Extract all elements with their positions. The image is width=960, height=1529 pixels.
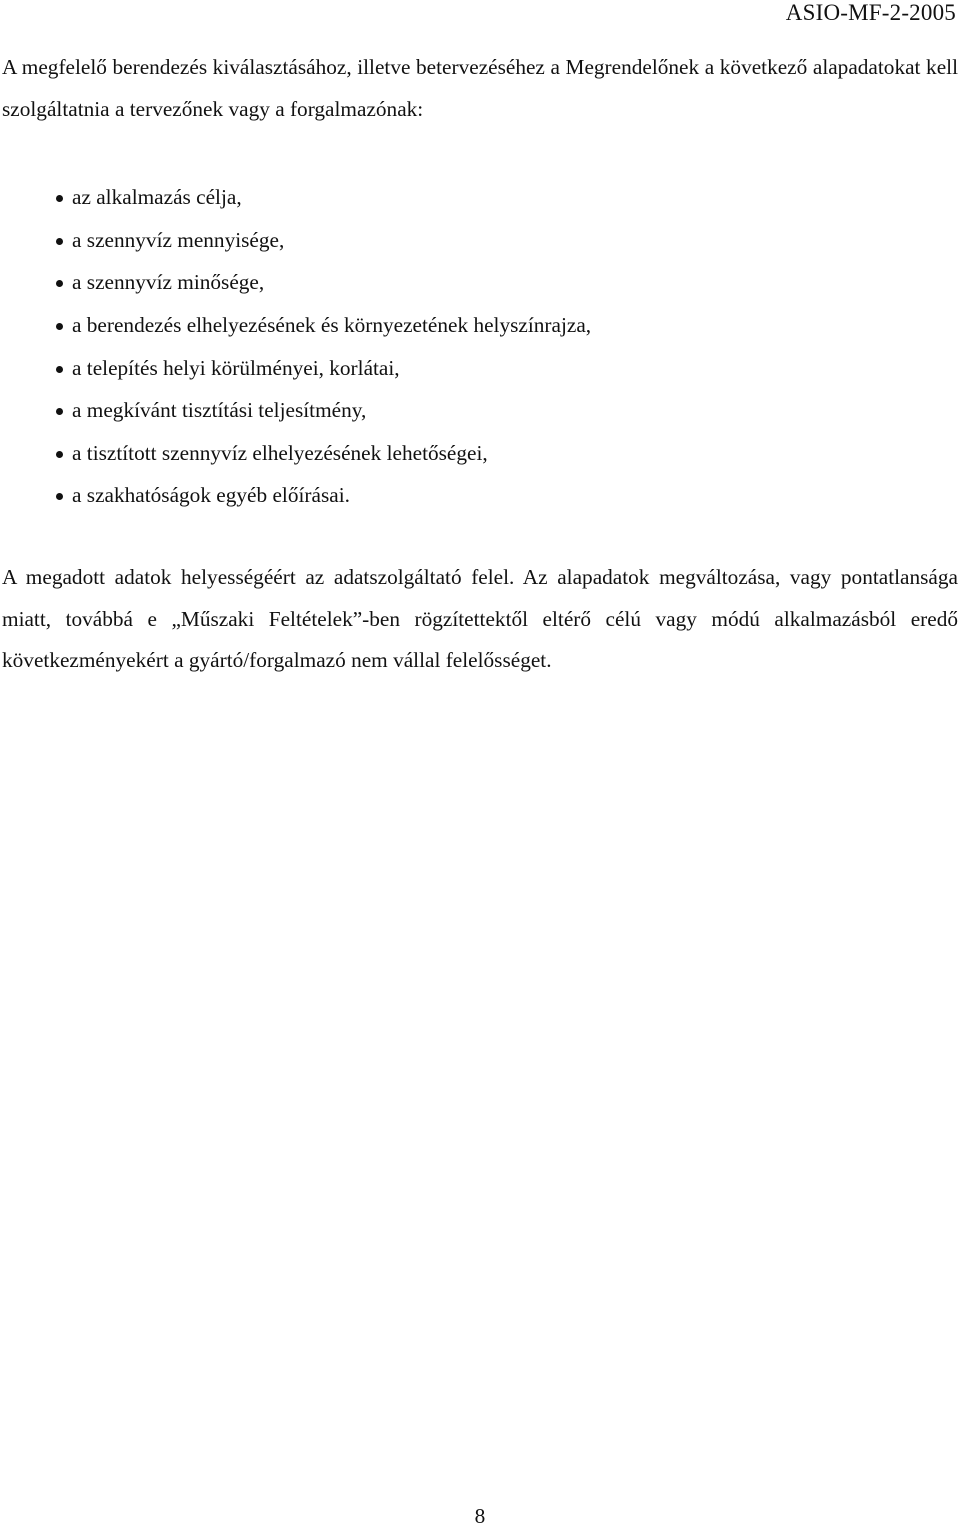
list-item-text: a megkívánt tisztítási teljesítmény, [72, 398, 367, 423]
list-item-text: a telepítés helyi körülményei, korlátai, [72, 355, 400, 380]
bullet-icon [56, 280, 63, 287]
list-item [56, 474, 591, 517]
bullet-icon [56, 493, 63, 500]
list-item-text: a szennyvíz mennyisége, [72, 227, 285, 252]
intro-paragraph: A megfelelő berendezés kiválasztásához, illetve betervezéséhez a Megrendelőnek a következő alapadatokat kell szolgáltatnia a tervezőnek vagy a forgalmazónak: [2, 55, 958, 121]
bullet-icon [56, 195, 63, 202]
list-item-text: a tisztított szennyvíz elhelyezésének lehetőségei, [72, 440, 488, 465]
list-item [56, 346, 591, 389]
bullet-icon [56, 366, 63, 373]
list-item [56, 176, 591, 219]
bullet-icon [56, 238, 63, 245]
list-item [56, 304, 591, 347]
list-item-text: a szennyvíz minősége, [72, 270, 265, 295]
requirements-list [56, 176, 591, 517]
list-item-text: a szakhatóságok egyéb előírásai. [72, 483, 350, 508]
bullet-icon [56, 408, 63, 415]
bullet-icon [56, 323, 63, 330]
list-item-text: a berendezés elhelyezésének és környezetének helyszínrajza, [72, 313, 592, 338]
disclaimer-paragraph: A megadott adatok helyességéért az adatszolgáltató felel. Az alapadatok megváltozása, vagy pontatlansága miatt, továbbá e „Műszaki Feltételek”-ben rögzítettektől eltérő célú vagy módú alkalmazásból eredő következményekért a gyártó/forgalmazó nem vállal felelősséget. [2, 565, 958, 672]
bullet-icon [56, 451, 63, 458]
list-item [56, 261, 591, 304]
list-item [56, 219, 591, 262]
list-item [56, 432, 591, 475]
list-item [56, 389, 591, 432]
page-number: 8 [474, 1504, 486, 1528]
document-code: ASIO-MF-2-2005 [785, 0, 956, 25]
list-item-text: az alkalmazás célja, [72, 185, 242, 210]
